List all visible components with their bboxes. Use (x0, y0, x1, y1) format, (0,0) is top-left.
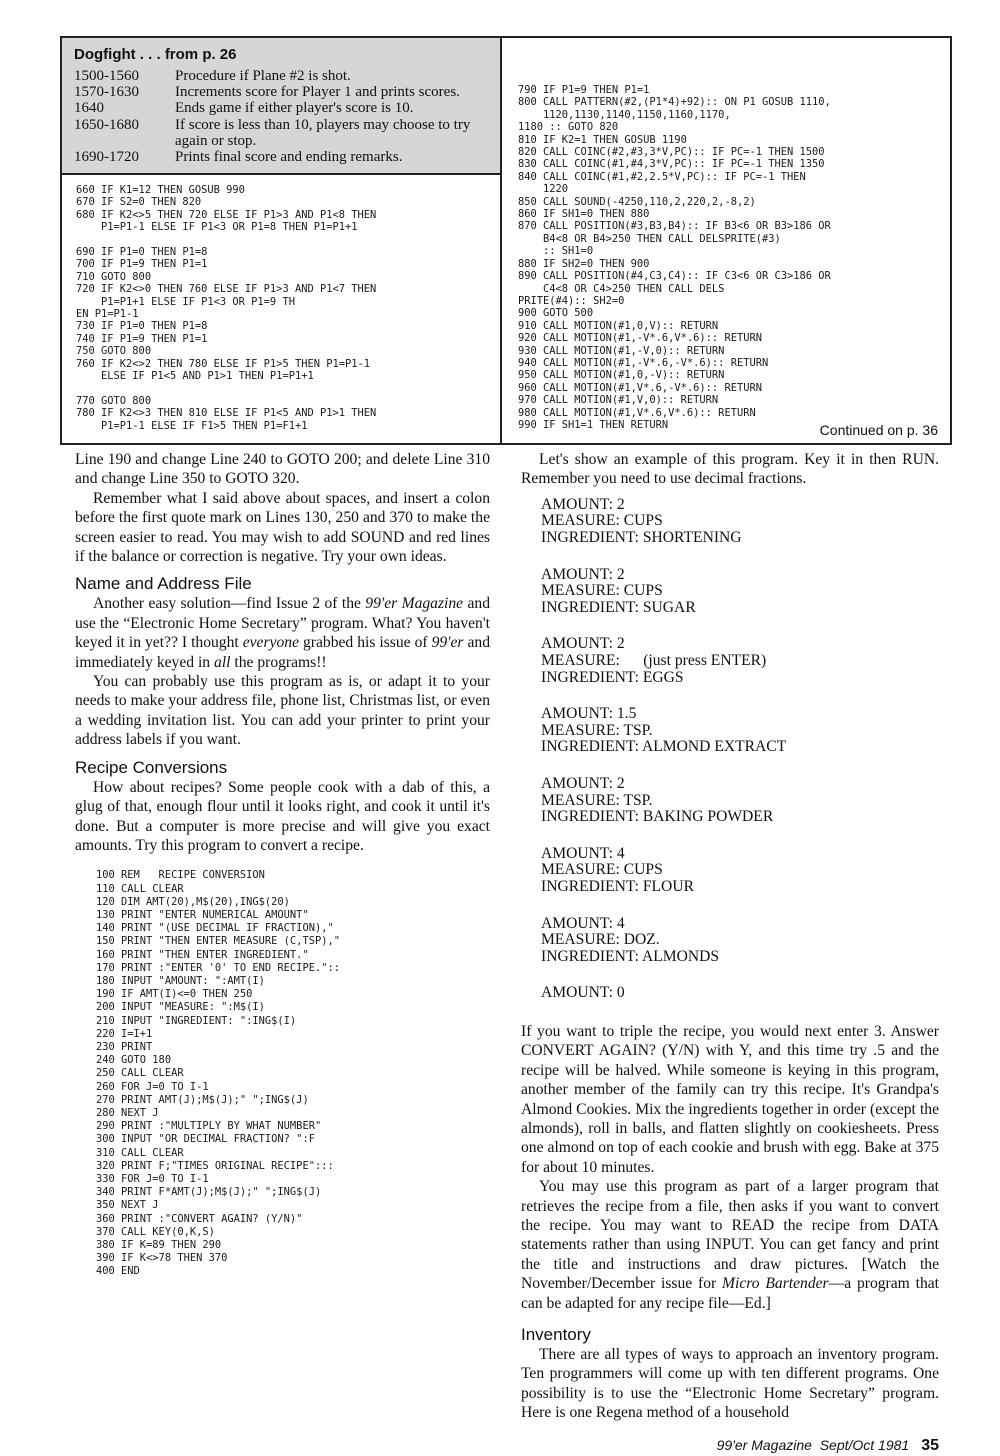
notes-title: Dogfight . . . from p. 26 (74, 46, 237, 63)
paragraph: How about recipes? Some people cook with a dab of this, a glug of that, enough flour until it looks right, and cook it until it's done. But a computer is more precise and will give you exact amounts. Try this program to convert a recipe. (75, 778, 490, 854)
text-run: You may use this program as part of a larger program that retrieves the recipe from a file, then asks if you want to convert the recipe. You may want to READ the recipe from DATA statements rather than using INPUT. You can get fancy and print the title and instructions and draw pictures. [Watch the November/December issue for (521, 1178, 939, 1293)
paragraph: Remember what I said above about spaces, and insert a colon before the first quote mark on Lines 130, 250 and 370 to make the screen easier to read. You may wish to add SOUND and red lines if the balance or correction is negative. Try your own ideas. (75, 489, 490, 566)
example-line: INGREDIENT: EGGS (541, 668, 684, 686)
example-line: MEASURE: TSP. (541, 721, 653, 739)
text-run: Another easy solution—find Issue 2 of the (93, 595, 366, 613)
note-row (74, 117, 492, 149)
example-line: AMOUNT: 2 (541, 495, 625, 513)
example-line: MEASURE: CUPS (541, 582, 663, 600)
example-line: MEASURE: CUPS (541, 861, 663, 879)
example-line: MEASURE: TSP. (541, 791, 653, 809)
example-line: INGREDIENT: FLOUR (541, 877, 694, 895)
text-run: all (214, 653, 231, 671)
example-line: AMOUNT: 2 (541, 774, 625, 792)
note-desc: Procedure if Plane #2 is shot. (175, 68, 351, 84)
example-line: AMOUNT: 2 (541, 635, 625, 653)
code-listing-recipe: 100 REM RECIPE CONVERSION 110 CALL CLEAR 120 DIM AMT(20),M$(20),ING$(20) 130 PRINT "ENTER NUMERICAL AMOUNT" 140 PRINT "(USE DECIMAL IF FRACTION)," 150 PRINT "THEN ENTER MEASURE (C,TSP)," 160 PRINT "THEN ENTER INGREDIENT." 170 PRINT :"ENTER '0' TO END RECIPE.":: 180 INPUT "AMOUNT: ":AMT(I) 190 IF AMT(I)<=0 THEN 250 200 INPUT "MEASURE: ":M$(I) 210 INPUT "INGREDIENT: ":ING$(I) 220 I=I+1 230 PRINT 240 GOTO 180 250 CALL CLEAR 260 FOR J=0 TO I-1 270 PRINT AMT(J);M$(J);" ";ING$(J) 280 NEXT J 290 PRINT :"MULTIPLY BY WHAT NUMBER" 300 INPUT "OR DECIMAL FRACTION? ":F 310 CALL CLEAR 320 PRINT F;"TIMES ORIGINAL RECIPE"::: 330 FOR J=0 TO I-1 340 PRINT F*AMT(J);M$(J);" ";ING$(J) 350 NEXT J 360 PRINT :"CONVERT AGAIN? (Y/N)" 370 CALL KEY(0,K,S) 380 IF K=89 THEN 290 390 IF K<>78 THEN 370 400 END (96, 869, 340, 1278)
text-run: —a program that can be adapted for any recipe file—Ed.] (521, 1275, 939, 1312)
text-run: and use the “Electronic Home Secretary” program. What? You haven't keyed it in yet?? I thought (75, 595, 490, 652)
paragraph: There are all types of ways to approach an inventory program. Ten programmers will come up with ten different programs. One possibility is to use the “Electronic Home Secretary” program. Here is one Regena method of a household (521, 1345, 939, 1422)
note-range: 1570-1630 (74, 84, 139, 101)
text-run: Micro Bartender (722, 1275, 829, 1293)
note-row (74, 149, 492, 165)
example-line: INGREDIENT: ALMONDS (541, 947, 720, 965)
code-listing-left: 660 IF K1=12 THEN GOSUB 990 670 IF S2=0 THEN 820 680 IF K2<>5 THEN 720 ELSE IF P1>3 AND P1<8 THEN P1=P1-1 ELSE IF P1<3 OR P1=8 THEN P1=P1+1 690 IF P1=0 THEN P1=8 700 IF P1=9 THEN P1=1 710 GOTO 800 720 IF K2<>0 THEN 760 ELSE IF P1>3 AND P1<7 THEN P1=P1+1 ELSE IF P1<3 OR P1=9 TH EN P1=P1-1 730 IF P1=0 THEN P1=8 740 IF P1=9 THEN P1=1 750 GOTO 800 760 IF K2<>2 THEN 780 ELSE IF P1>5 THEN P1=P1-1 ELSE IF P1<5 AND P1>1 THEN P1=P1+1 770 GOTO 800 780 IF K2<>3 THEN 810 ELSE IF P1<5 AND P1>1 THEN P1=P1-1 ELSE IF F1>5 THEN P1=F1+1 (76, 184, 377, 432)
note-desc: Increments score for Player 1 and prints scores. (175, 84, 460, 101)
example-line: AMOUNT: 1.5 (541, 705, 637, 723)
example-line: INGREDIENT: ALMOND EXTRACT (541, 738, 787, 756)
page-footer (521, 1423, 939, 1456)
example-line: MEASURE: CUPS (541, 512, 663, 530)
text-run: everyone (242, 634, 299, 652)
paragraph: If you want to triple the recipe, you would next enter 3. Answer CONVERT AGAIN? (Y/N) with Y, and this time try .5 and the recipe will be halved. While someone is keying in this program, another member of the family can try this recipe. It's Grandpa's Almond Cookies. Mix the ingredients together in order (except the almonds), roll in balls, and flatten slightly on cookiesheets. Press one almond on top of each cookie and brush with egg. Bake at 375 for about 10 minutes. (521, 1022, 939, 1176)
heading-inventory: Inventory (521, 1324, 591, 1344)
page-number: 35 (921, 1436, 939, 1454)
text-run: and immediately keyed in (75, 634, 490, 671)
note-range: 1640 (74, 100, 104, 117)
paragraph (75, 594, 490, 672)
note-range: 1500-1560 (74, 68, 139, 84)
example-entry (541, 567, 939, 617)
example-line: AMOUNT: 0 (541, 984, 625, 1002)
note-desc: If score is less than 10, players may choose to try again or stop. (175, 116, 471, 149)
heading-name-address: Name and Address File (75, 574, 252, 594)
paragraph: You can probably use this program as is, or adapt it to your needs to make your address file, phone list, Christmas list, or even a wedding invitation list. You can add your printer to print your address labels if you want. (75, 673, 490, 749)
paragraph: Let's show an example of this program. Key it in then RUN. Remember you need to use decimal fractions. (521, 451, 939, 488)
left-column (75, 450, 490, 1279)
example-line: AMOUNT: 4 (541, 844, 625, 862)
dogfight-notes-box (62, 38, 500, 175)
example-entry (541, 706, 939, 756)
text-run: 99'er Magazine (365, 595, 464, 613)
note-row (74, 100, 492, 116)
note-range: 1650-1680 (74, 116, 139, 133)
example-line: MEASURE: DOZ. (541, 931, 660, 949)
example-entries (521, 497, 939, 1022)
text-run: grabbed his issue of (299, 634, 432, 652)
example-line: AMOUNT: 4 (541, 914, 625, 932)
heading-recipe-conversions: Recipe Conversions (75, 757, 228, 777)
example-line: INGREDIENT: BAKING POWDER (541, 808, 774, 826)
note-range: 1690-1720 (74, 149, 139, 166)
code-listing-right: 790 IF P1=9 THEN P1=1 800 CALL PATTERN(#2,(P1*4)+92):: ON P1 GOSUB 1110, 1120,1130,1140,1150,1160,1170, 1180 :: GOTO 820 810 IF K2=1 THEN GOSUB 1190 820 CALL COINC(#2,#3,3*V,PC):: IF PC=-1 THEN 1500 830 CALL COINC(#1,#4,3*V,PC):: IF PC=-1 THEN 1350 840 CALL COINC(#1,#2,2.5*V,PC):: IF PC=-1 THEN 1220 850 CALL SOUND(-4250,110,2,220,2,-8,2) 860 IF SH1=0 THEN 880 870 CALL POSITION(#3,B3,B4):: IF B3<6 OR B3>186 OR B4<8 OR B4>250 THEN CALL DELSPRITE(#3) :: SH1=0 880 IF SH2=0 THEN 900 890 CALL POSITION(#4,C3,C4):: IF C3<6 OR C3>186 OR C4<8 OR C4>250 THEN CALL DELS PRITE(#4):: SH2=0 900 GOTO 500 910 CALL MOTION(#1,0,V):: RETURN 920 CALL MOTION(#1,-V*.6,V*.6):: RETURN 930 CALL MOTION(#1,-V,0):: RETURN 940 CALL MOTION(#1,-V*.6,-V*.6):: RETURN 950 CALL MOTION(#1,0,-V):: RETURN 960 CALL MOTION(#1,V*.6,-V*.6):: RETURN 970 CALL MOTION(#1,V,0):: RETURN 980 CALL MOTION(#1,V*.6,V*.6):: RETURN 990 IF SH1=1 THEN RETURN (518, 84, 831, 431)
listing-divider (500, 36, 502, 445)
example-entry (541, 846, 939, 896)
note-desc: Prints final score and ending remarks. (175, 149, 403, 166)
right-column (521, 450, 939, 1456)
note-desc: Ends game if either player's score is 10. (175, 100, 414, 117)
paragraph: Line 190 and change Line 240 to GOTO 200; and delete Line 310 and change Line 350 to GOTO 320. (75, 451, 490, 488)
example-line: INGREDIENT: SHORTENING (541, 529, 742, 546)
footer-magazine: 99'er Magazine Sept/Oct 1981 (716, 1436, 910, 1453)
note-row (74, 84, 492, 100)
example-line: AMOUNT: 2 (541, 565, 625, 583)
note-row (74, 68, 492, 84)
text-run: 99'er (431, 634, 464, 652)
example-entry (541, 985, 939, 1002)
example-entry (541, 636, 939, 686)
example-line: INGREDIENT: SUGAR (541, 598, 696, 616)
continued-note: Continued on p. 36 (819, 422, 938, 438)
example-line: MEASURE: (just press ENTER) (541, 651, 767, 669)
example-entry (541, 776, 939, 826)
text-run: the programs!! (230, 653, 327, 671)
paragraph (521, 1177, 939, 1313)
example-entry (541, 497, 939, 547)
example-entry (541, 916, 939, 966)
